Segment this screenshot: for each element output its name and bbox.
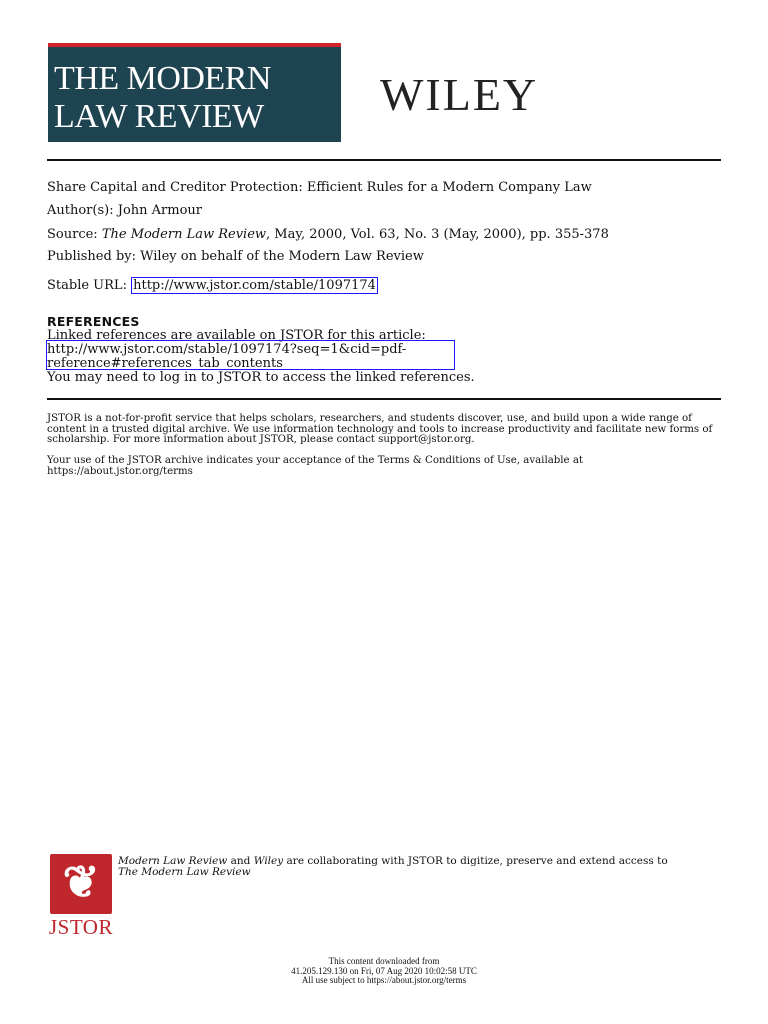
footer-line3: All use subject to https://about.jstor.org/terms — [301, 975, 467, 985]
source-line — [47, 227, 609, 243]
collab-journal-full: The Modern Law Review — [118, 866, 251, 878]
author-label: Author(s): — [47, 203, 114, 218]
stable-url-link[interactable]: http://www.jstor.com/stable/1097174 — [133, 278, 376, 293]
top-divider — [47, 159, 721, 161]
author-line — [47, 203, 202, 219]
mlr-logo-line1: THE MODERN — [54, 60, 271, 97]
author-name: John Armour — [117, 203, 202, 218]
mlr-logo-line2: LAW REVIEW — [54, 98, 264, 135]
wiley-logo: WILEY — [380, 69, 539, 120]
references-url-line2[interactable]: reference#references_tab_contents — [47, 356, 283, 371]
modern-law-review-logo — [48, 43, 341, 142]
published-line — [47, 249, 424, 265]
references-url-line1[interactable]: http://www.jstor.com/stable/1097174?seq=1&cid=pdf- — [47, 342, 407, 357]
collab-publisher: Wiley — [253, 855, 284, 867]
download-footer — [0, 957, 768, 986]
stable-url-label: Stable URL: — [47, 278, 127, 293]
collab-and: and — [227, 855, 254, 867]
footer-line1: This content downloaded from — [328, 956, 440, 966]
source-details: , May, 2000, Vol. 63, No. 3 (May, 2000), pp. 355-378 — [266, 227, 609, 242]
jstor-wordmark: JSTOR — [49, 915, 113, 939]
stable-url-line — [47, 278, 378, 294]
references-heading: REFERENCES — [47, 314, 140, 329]
jstor-notice-paragraph: JSTOR is a not-for-profit service that helps scholars, researchers, and students discover, use, and build upon a wide range of content in a trusted digital archive. We use information technology and tools to increase productivity and facilitate new forms of scholarship. For more information about JSTOR, please contact support@jstor.org. — [47, 413, 713, 445]
footer-line2: 41.205.129.130 on Fri, 07 Aug 2020 10:02:58 UTC — [291, 965, 477, 976]
collab-text: are collaborating with JSTOR to digitize, preserve and extend access to — [283, 855, 668, 867]
source-label: Source: — [47, 227, 98, 242]
publisher-name: Wiley on behalf of the Modern Law Review — [140, 249, 424, 264]
middle-divider — [47, 398, 721, 400]
references-intro: Linked references are available on JSTOR for this article: — [47, 328, 426, 343]
source-journal: The Modern Law Review — [101, 227, 267, 242]
published-label: Published by: — [47, 249, 136, 264]
collab-journal: Modern Law Review — [118, 855, 228, 867]
jstor-seal-icon: ❦ — [50, 854, 112, 914]
references-login-note: You may need to log in to JSTOR to access the linked references. — [47, 370, 475, 385]
jstor-logo — [49, 854, 115, 939]
collaboration-statement — [118, 856, 678, 878]
terms-notice-paragraph: Your use of the JSTOR archive indicates your acceptance of the Terms & Conditions of Use, available at https://about.jstor.org/terms — [47, 455, 583, 477]
article-title: Share Capital and Creditor Protection: Efficient Rules for a Modern Company Law — [47, 180, 592, 195]
